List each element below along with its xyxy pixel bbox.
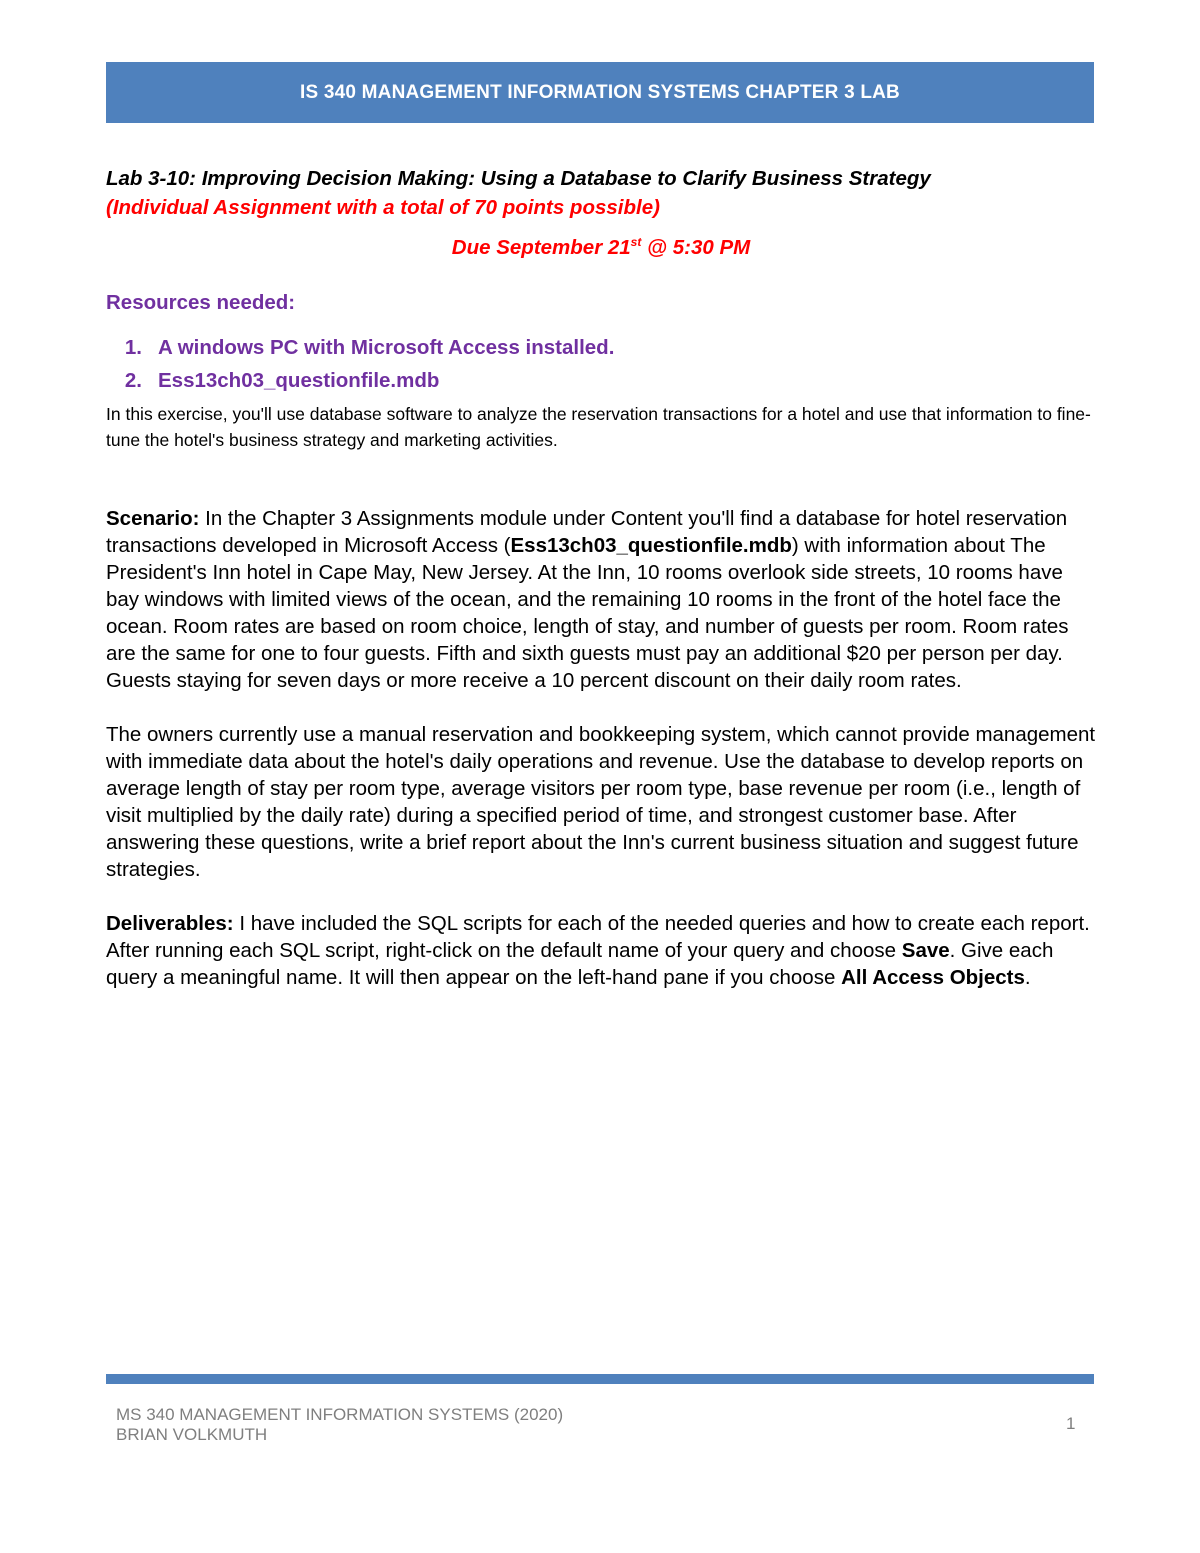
due-date xyxy=(106,228,1096,262)
deliverables-paragraph xyxy=(106,910,1096,991)
deliverables-label: Deliverables: xyxy=(106,911,234,935)
lab-subtitle: (Individual Assignment with a total of 70 points possible) xyxy=(106,196,660,219)
deliverables-text-2: . Give each query a meaningful name. It will then appear on the left-hand pane if you choose xyxy=(106,938,1054,989)
due-date-ordinal: st xyxy=(630,235,642,249)
deliverables-text-3: . xyxy=(1024,965,1031,989)
header-bar xyxy=(106,62,1094,123)
footer-course-line: MS 340 MANAGEMENT INFORMATION SYSTEMS (2020) xyxy=(116,1405,564,1424)
lab-title: Lab 3-10: Improving Decision Making: Using a Database to Clarify Business Strategy xyxy=(106,167,931,190)
scenario-text-2: ) with information about The President's Inn hotel in Cape May, New Jersey. At the Inn, 10 rooms overlook side streets, 10 rooms have bay windows with limited views of the ocean, and the remaining 10 rooms in the front of the hotel face the ocean. Room rates are based on room choice, length of stay, and number of guests per room. Room rates are the same for one to four guests. Fifth and sixth guests must pay an additional $20 per person per day. Guests staying for seven days or more receive a 10 percent discount on their daily room rates. xyxy=(106,533,1069,692)
deliverables-text-1: I have included the SQL scripts for each of the needed queries and how to create each report. After running each SQL script, right-click on the default name of your query and choose xyxy=(106,911,1090,962)
scenario-text-1: In the Chapter 3 Assignments module under Content you'll find a database for hotel reservation transactions developed in Microsoft Access ( xyxy=(106,506,1068,557)
resources-list xyxy=(106,331,1096,397)
footer-author-line: BRIAN VOLKMUTH xyxy=(116,1425,268,1444)
document-header-title: IS 340 MANAGEMENT INFORMATION SYSTEMS CHAPTER 3 LAB xyxy=(300,81,900,103)
all-access-objects-keyword: All Access Objects xyxy=(841,965,1025,989)
list-item-number: 1. xyxy=(124,335,142,359)
scenario-label: Scenario: xyxy=(106,506,200,530)
intro-paragraph: In this exercise, you'll use database software to analyze the reservation transactions for a hotel and use that information to fine-tune the hotel's business strategy and marketing activities. xyxy=(106,403,1091,450)
list-item-text: A windows PC with Microsoft Access installed. xyxy=(158,335,615,359)
save-keyword: Save xyxy=(901,938,950,962)
footer-text xyxy=(116,1405,563,1445)
scenario-paragraph xyxy=(106,505,1096,694)
list-item xyxy=(106,331,1096,364)
list-item-number: 2. xyxy=(124,368,142,392)
document-body xyxy=(106,164,1096,991)
list-item-text: Ess13ch03_questionfile.mdb xyxy=(158,368,440,392)
owners-paragraph: The owners currently use a manual reservation and bookkeeping system, which cannot provide management with immediate data about the hotel's daily operations and revenue. Use the database to develop reports on average length of stay per room type, average visitors per room type, base revenue per room (i.e., length of visit multiplied by the daily rate) during a specified period of time, and strongest customer base. After answering these questions, write a brief report about the Inn's current business situation and suggest future strategies. xyxy=(106,722,1096,881)
scenario-file-name: Ess13ch03_questionfile.mdb xyxy=(510,533,792,557)
due-date-suffix: @ 5:30 PM xyxy=(641,235,751,259)
due-date-prefix: Due September 21 xyxy=(451,235,631,259)
list-item xyxy=(106,364,1096,397)
page-number: 1 xyxy=(1066,1414,1076,1433)
footer-rule xyxy=(106,1374,1094,1384)
resources-heading: Resources needed: xyxy=(106,290,296,314)
